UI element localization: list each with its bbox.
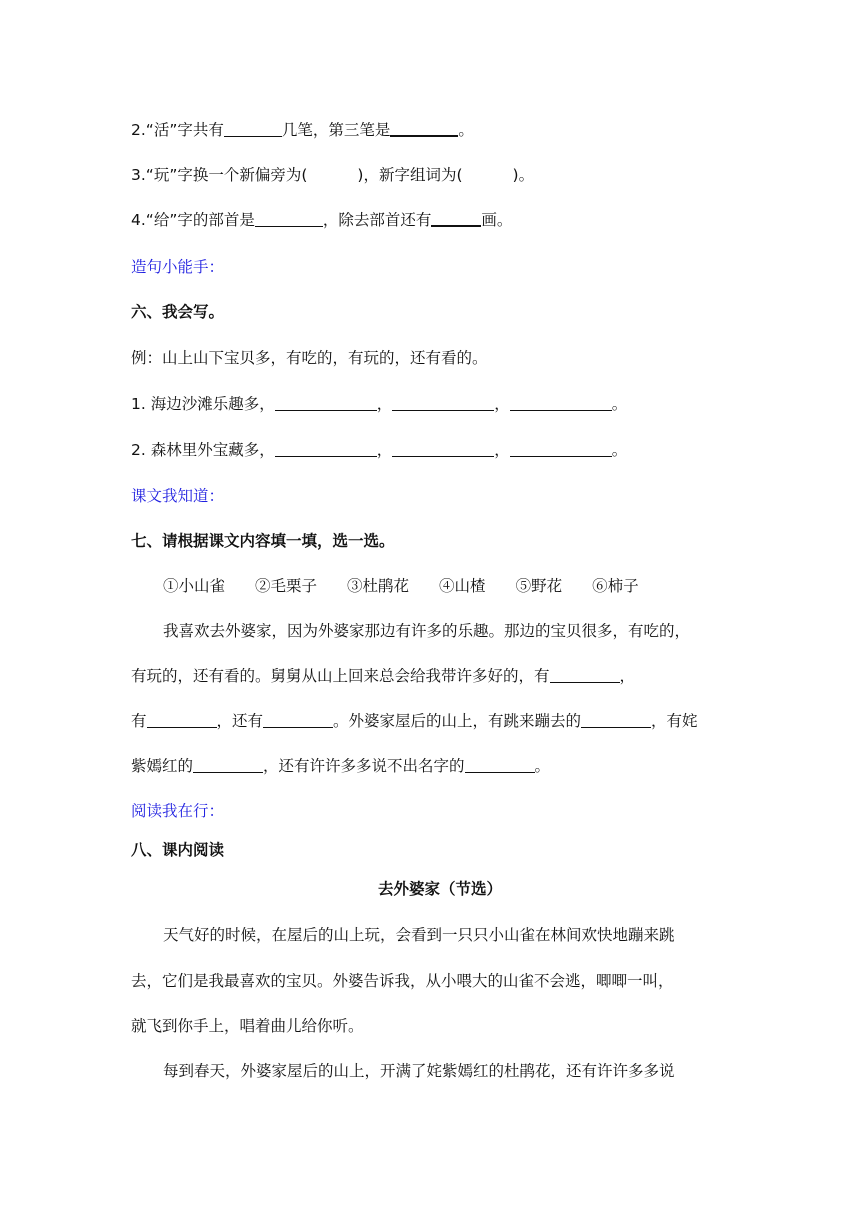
question-6-title: 六、我会写。 [131,303,225,321]
q7-text-3d: ，有姹 [651,712,698,730]
q4-end: 画。 [481,211,513,229]
q6-item-1-sep-1: ， [376,395,393,413]
q6-item-2-blank-1[interactable] [275,441,377,458]
q7-text-3a: 有 [131,712,147,730]
q2-prefix: 2.“活”字共有 [131,121,224,139]
q7-text-4c: 。 [534,757,551,775]
q6-item-1-blank-3[interactable] [510,395,612,412]
q6-item-2-end: 。 [611,441,628,459]
section-heading-text: 课文我知道： [131,487,225,505]
question-3 [131,163,534,185]
q7-text-4a: 紫嫣红的 [131,757,194,775]
q4-blank-2[interactable] [431,210,481,228]
option-5: ⑤野花 [515,577,563,595]
section-heading-sentence: 造句小能手： [131,258,225,276]
q6-item-1-blank-2[interactable] [392,395,494,412]
q4-blank-1[interactable] [255,211,323,228]
q6-item-2-sep-2: ， [494,441,510,459]
option-2: ②毛栗子 [255,577,318,595]
q6-item-2-sep-1: ， [376,441,393,459]
option-1: ①小山雀 [163,577,226,595]
option-6: ⑥柿子 [592,577,639,595]
q6-item-2-blank-2[interactable] [392,441,494,458]
q7-text-2a: 有玩的，还有看的。舅舅从山上回来总会给我带许多好的，有 [131,667,550,685]
passage-line-4: 每到春天，外婆家屋后的山上，开满了姹紫嫣红的杜鹃花，还有许许多多说 [163,1062,675,1080]
q7-blank-3[interactable] [263,712,333,729]
q7-text-4b: ，还有许许多多说不出名字的 [263,757,465,775]
option-3: ③杜鹃花 [347,577,410,595]
section-heading-reading: 阅读我在行： [131,802,225,820]
q7-para-line-2 [131,664,635,686]
q2-mid: 几笔，第三笔是 [281,121,391,139]
q7-text-3c: 。外婆家屋后的山上，有跳来蹦去的 [333,712,582,730]
q2-blank-2[interactable] [390,120,458,138]
question-8-title: 八、课内阅读 [131,841,225,859]
q3-prefix: 3.“玩”字换一个新偏旁为( [131,166,308,184]
q4-prefix: 4.“给”字的部首是 [131,211,255,229]
q3-end: )。 [512,166,535,184]
q7-blank-2[interactable] [147,712,217,729]
q7-text-3b: ，还有 [216,712,264,730]
question-2 [131,118,474,140]
q7-para-line-3 [131,709,698,731]
q7-text-2b: ， [619,667,636,685]
question-7-title: 七、请根据课文内容填一填，选一选。 [131,532,395,550]
q7-blank-6[interactable] [465,757,535,774]
q6-item-2-blank-3[interactable] [510,441,612,458]
question-6-example: 例：山上山下宝贝多，有吃的，有玩的，还有看的。 [131,349,488,367]
q6-item-1-end: 。 [611,395,628,413]
option-4: ④山楂 [439,577,486,595]
question-4 [131,208,512,230]
question-7-options [163,574,639,596]
q6-item-2-prefix: 2. 森林里外宝藏多， [131,441,275,459]
question-6-item-1 [131,392,627,414]
q7-blank-4[interactable] [581,712,651,729]
q4-mid: ，除去部首还有 [322,211,432,229]
passage-line-2: 去，它们是我最喜欢的宝贝。外婆告诉我，从小喂大的山雀不会逃，唧唧一叫， [131,972,674,990]
q2-end: 。 [458,121,474,139]
q3-mid: )，新字组词为( [357,166,463,184]
q2-blank-1[interactable] [224,121,282,138]
q6-item-1-blank-1[interactable] [275,395,377,412]
q7-para-line-4 [131,754,550,776]
q7-blank-5[interactable] [193,757,263,774]
passage-line-3: 就飞到你手上，唱着曲儿给你听。 [131,1017,364,1035]
question-6-item-2 [131,438,627,460]
passage-line-1: 天气好的时候，在屋后的山上玩，会看到一只只小山雀在林间欢快地蹦来跳 [163,926,675,944]
q7-blank-1[interactable] [550,667,620,684]
passage-title: 去外婆家（节选） [378,879,503,898]
q7-para-line-1: 我喜欢去外婆家，因为外婆家那边有许多的乐趣。那边的宝贝很多，有吃的， [163,622,691,640]
q6-item-1-prefix: 1. 海边沙滩乐趣多， [131,395,275,413]
q6-item-1-sep-2: ， [494,395,510,413]
